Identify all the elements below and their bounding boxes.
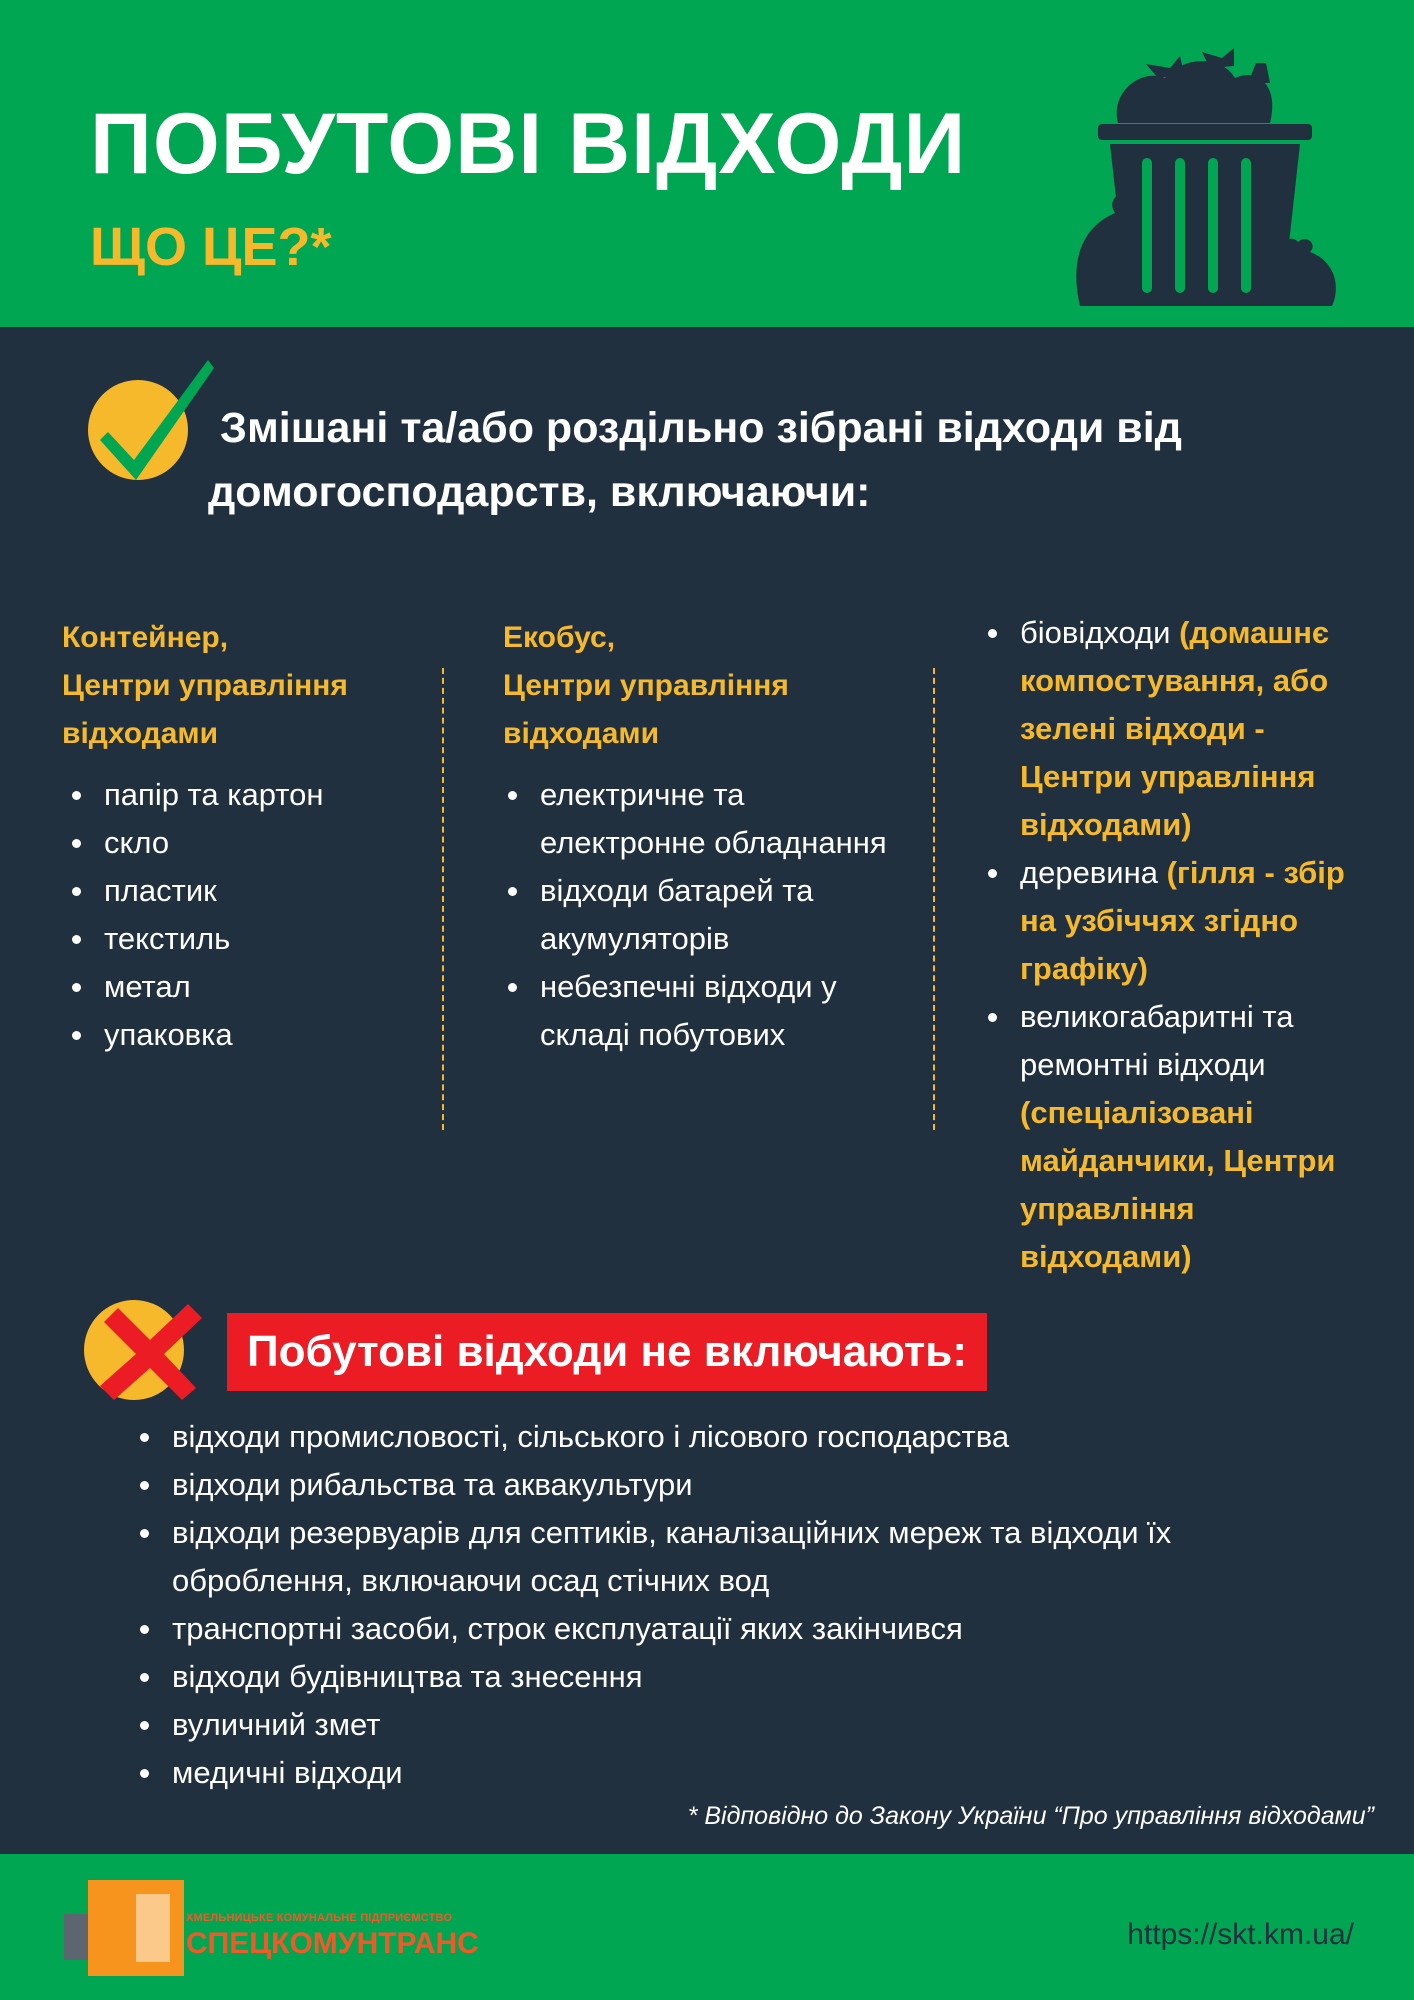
- list-item: відходи будівництва та знесення: [134, 1653, 1354, 1701]
- checkmark-icon: [86, 352, 216, 492]
- list-item: метал: [66, 963, 406, 1011]
- page-subtitle: ЩО ЦЕ?*: [90, 217, 332, 277]
- page-title: ПОБУТОВІ ВІДХОДИ: [90, 96, 967, 192]
- list-item-note: (гілля - збір на узбіччях згідно графіку): [1020, 855, 1345, 986]
- column-divider: [442, 668, 444, 1130]
- list-item-note: (спеціалізовані майданчики, Центри управління відходами): [1020, 1095, 1336, 1274]
- excluded-list: [134, 1413, 1354, 1797]
- list-item-note: (домашнє компостування, або зелені відходи - Центри управління відходами): [1020, 615, 1330, 842]
- list-item: відходи рибальства та аквакультури: [134, 1461, 1354, 1509]
- column-2-heading-line1: Екобус,: [503, 621, 616, 654]
- list-item: відходи батарей та акумуляторів: [502, 867, 902, 963]
- list-item: медичні відходи: [134, 1749, 1354, 1797]
- list-item: відходи промисловості, сільського і лісового господарства: [134, 1413, 1354, 1461]
- company-logo: [64, 1880, 184, 1976]
- list-item: [982, 993, 1372, 1281]
- list-item: [982, 849, 1372, 993]
- list-item-text: біовідходи: [1020, 615, 1180, 650]
- list-item: [982, 609, 1372, 849]
- list-item: небезпечні відходи у складі побутових: [502, 963, 902, 1059]
- logo-org-name: СПЕЦКОМУНТРАНС: [186, 1927, 479, 1960]
- list-item: упаковка: [66, 1011, 406, 1059]
- column-2-list: [502, 771, 902, 1059]
- cross-icon: [84, 1300, 209, 1400]
- list-item-text: деревина: [1020, 855, 1167, 890]
- column-1-heading-line1: Контейнер,: [62, 621, 229, 654]
- column-1-heading: [62, 614, 402, 758]
- list-item: пластик: [66, 867, 406, 915]
- list-item: транспортні засоби, строк експлуатації яких закінчився: [134, 1605, 1354, 1653]
- included-heading: Змішані та/або роздільно зібрані відходи від домогосподарств, включаючи:: [208, 404, 1182, 516]
- excluded-heading: Побутові відходи не включають:: [227, 1313, 987, 1391]
- column-2-heading-line2: Центри управління відходами: [503, 669, 789, 750]
- column-divider: [933, 668, 935, 1130]
- list-item: текстиль: [66, 915, 406, 963]
- list-item: відходи резервуарів для септиків, каналізаційних мереж та відходи їх оброблення, включаючи осад стічних вод: [134, 1509, 1354, 1605]
- logo-org-type: ХМЕЛЬНИЦЬКЕ КОМУНАЛЬНЕ ПІДПРИЄМСТВО: [186, 1912, 453, 1924]
- list-item: папір та картон: [66, 771, 406, 819]
- column-1-heading-line2: Центри управління відходами: [62, 669, 348, 750]
- website-link[interactable]: https://skt.km.ua/: [1127, 1918, 1354, 1951]
- column-2-heading: [503, 614, 843, 758]
- list-item: скло: [66, 819, 406, 867]
- column-3-list: [982, 609, 1372, 1281]
- footnote: * Відповідно до Закону України “Про управління відходами”: [687, 1802, 1374, 1830]
- list-item: вуличний змет: [134, 1701, 1354, 1749]
- trash-bin-with-bags-icon: [1070, 38, 1340, 310]
- list-item: електричне та електронне обладнання: [502, 771, 902, 867]
- column-1-list: [66, 771, 406, 1059]
- list-item-text: великогабаритні та ремонтні відходи: [1020, 999, 1294, 1082]
